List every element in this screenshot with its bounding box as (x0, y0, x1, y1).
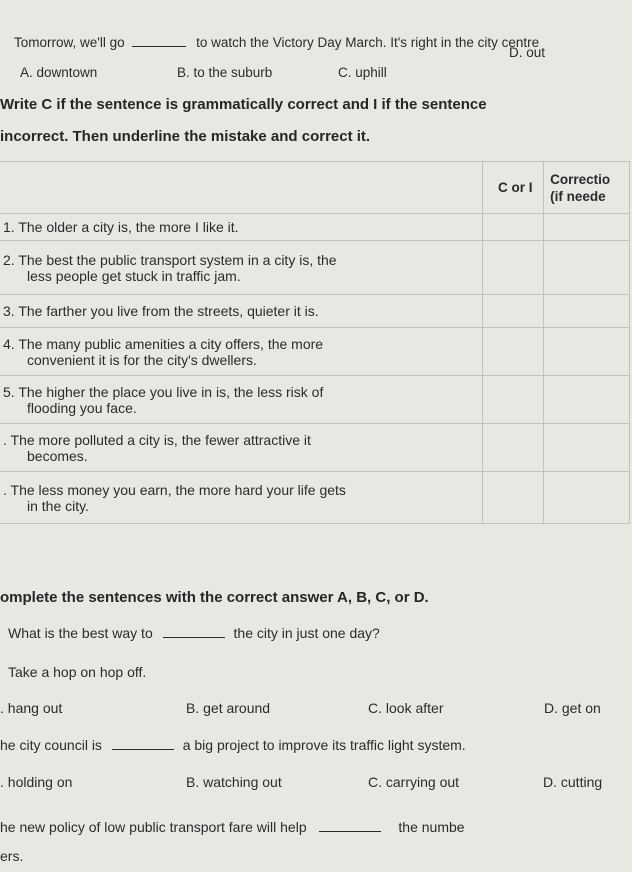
question-1-stem (8, 625, 380, 641)
table-row (0, 214, 630, 241)
answer-blank (112, 749, 174, 750)
question-1-option-b: B. get around (186, 700, 271, 716)
section-d-heading: omplete the sentences with the correct answer A, B, C, or D. (0, 589, 429, 606)
header-correction-line2: (if neede (550, 188, 606, 204)
question-2-option-a: . holding on (0, 774, 73, 790)
correction-input[interactable] (544, 424, 630, 472)
sentence-cell (0, 241, 483, 295)
top-question-after: to watch the Victory Day March. It's right in the city centre (196, 35, 540, 50)
question-1-option-d: D. get on (544, 700, 601, 716)
question-2-option-d: D. cutting (543, 774, 603, 790)
sentence-line: . The less money you earn, the more hard your life gets (3, 481, 346, 498)
c-or-i-input[interactable] (483, 295, 544, 328)
sentence-line: 5. The higher the place you live in is, the less risk of (3, 383, 324, 400)
question-3-after: the numbe (398, 819, 465, 835)
top-option-a: A. downtown (20, 65, 98, 80)
correction-input[interactable] (544, 295, 630, 328)
question-3-continuation: ers. (0, 848, 24, 864)
question-1-option-a: . hang out (0, 700, 63, 716)
correction-input[interactable] (544, 376, 630, 424)
correction-input[interactable] (544, 472, 630, 524)
question-3-stem (0, 819, 465, 835)
sentence-line: 1. The older a city is, the more I like it. (3, 219, 239, 235)
c-or-i-input[interactable] (483, 424, 544, 472)
question-1-option-c: C. look after (368, 700, 444, 716)
answer-blank (319, 831, 381, 832)
answer-blank (132, 46, 186, 47)
question-1-after: the city in just one day? (233, 625, 380, 641)
table-header-row (0, 162, 630, 214)
c-or-i-input[interactable] (483, 328, 544, 376)
table-row (0, 424, 630, 472)
top-option-b: B. to the suburb (177, 65, 273, 80)
correction-input[interactable] (544, 241, 630, 295)
section-instruction-line1: Write C if the sentence is grammatically correct and I if the sentence (0, 96, 487, 113)
question-2-before: he city council is (0, 737, 102, 753)
sentence-line: less people get stuck in traffic jam. (27, 267, 241, 284)
c-or-i-input[interactable] (483, 376, 544, 424)
header-c-or-i: C or I (483, 162, 544, 214)
c-or-i-input[interactable] (483, 214, 544, 241)
table-row (0, 295, 630, 328)
worksheet-table (0, 161, 630, 524)
sentence-line: . The more polluted a city is, the fewer attractive it (3, 431, 311, 448)
question-2-after: a big project to improve its traffic light system. (182, 737, 466, 753)
sentence-line: in the city. (27, 497, 89, 514)
c-or-i-input[interactable] (483, 241, 544, 295)
sentence-line: convenient it is for the city's dwellers. (27, 351, 257, 368)
sentence-line: flooding you face. (27, 399, 137, 416)
top-option-d: D. out (509, 45, 546, 60)
sentence-line: becomes. (27, 447, 88, 464)
question-3-before: he new policy of low public transport fare will help (0, 819, 307, 835)
correction-input[interactable] (544, 328, 630, 376)
c-or-i-input[interactable] (483, 472, 544, 524)
top-option-c: C. uphill (338, 65, 387, 80)
sentence-cell (0, 376, 483, 424)
question-1-hint: Take a hop on hop off. (8, 664, 147, 680)
sentence-line: 3. The farther you live from the streets, quieter it is. (3, 303, 319, 319)
sentence-cell (0, 472, 483, 524)
top-question-stem (14, 35, 539, 50)
question-2-option-c: C. carrying out (368, 774, 460, 790)
top-question-before: Tomorrow, we'll go (14, 35, 125, 50)
section-instruction-line2: incorrect. Then underline the mistake and correct it. (0, 128, 371, 145)
sentence-cell (0, 328, 483, 376)
header-correction-line1: Correctio (550, 171, 611, 187)
sentence-cell (0, 214, 483, 241)
question-2-stem (0, 737, 466, 753)
sentence-line: 2. The best the public transport system in a city is, the (3, 251, 337, 268)
table-row (0, 241, 630, 295)
header-blank-cell (0, 162, 483, 214)
sentence-line: 4. The many public amenities a city offers, the more (3, 335, 324, 352)
sentence-cell (0, 295, 483, 328)
question-2-option-b: B. watching out (186, 774, 282, 790)
question-1-before: What is the best way to (8, 625, 153, 641)
table-row (0, 376, 630, 424)
answer-blank (163, 637, 225, 638)
sentence-cell (0, 424, 483, 472)
correction-input[interactable] (544, 214, 630, 241)
table-row (0, 472, 630, 524)
table-row (0, 328, 630, 376)
header-correction (544, 162, 630, 214)
